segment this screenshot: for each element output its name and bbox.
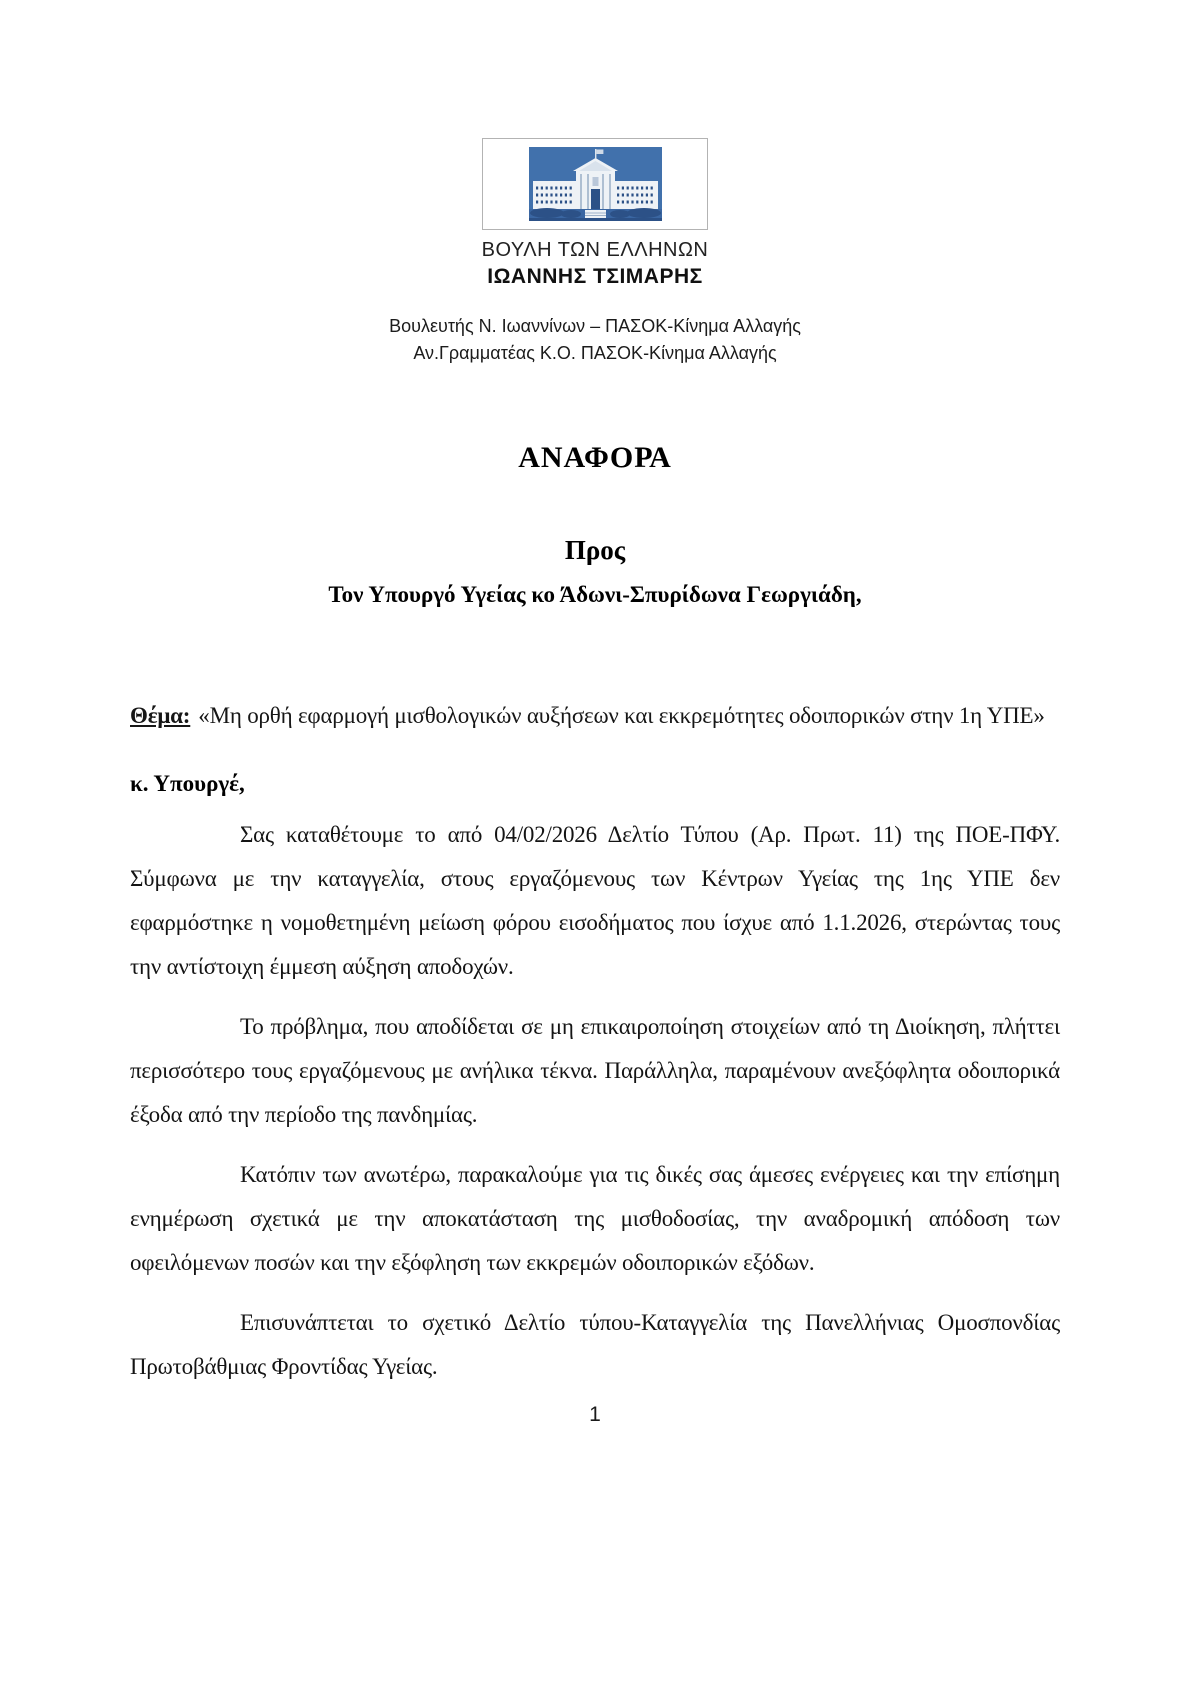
member-name: ΙΩΑΝΝΗΣ ΤΣΙΜΑΡΗΣ — [487, 265, 703, 288]
paragraph-4: Επισυνάπτεται το σχετικό Δελτίο τύπου-Καταγγελία της Πανελλήνιας Ομοσπονδίας Πρωτοβάθμιας Φροντίδας Υγείας. — [130, 1310, 1060, 1379]
paragraph-3: Κατόπιν των ανωτέρω, παρακαλούμε για τις δικές σας άμεσες ενέργειες και την επίσημη ενημέρωση σχετικά με την αποκατάσταση της μισθοδοσίας, την αναδρομική απόδοση των οφειλόμενων ποσών και την εξόφληση των εκκρεμών οδοιπορικών εξόδων. — [130, 1162, 1060, 1275]
recipient-line: Τον Υπουργό Υγείας κο Άδωνι-Σπυρίδωνα Γεωργιάδη, — [328, 582, 862, 607]
page-footer — [0, 1403, 1190, 1427]
member-role-line-1: Βουλευτής Ν. Ιωαννίνων – ΠΑΣΟΚ-Κίνημα Αλλαγής — [389, 316, 801, 336]
page-number: 1 — [589, 1403, 601, 1426]
document-title: ΑΝΑΦΟΡΑ — [518, 441, 672, 474]
letterhead — [0, 138, 1190, 367]
parliament-logo-frame — [482, 138, 708, 230]
subject-text: «Μη ορθή εφαρμογή μισθολογικών αυξήσεων και εκκρεμότητες οδοιπορικών στην 1η ΥΠΕ» — [198, 703, 1045, 728]
paragraph-2: Το πρόβλημα, που αποδίδεται σε μη επικαιροποίηση στοιχείων από τη Διοίκηση, πλήττει περισσότερο τους εργαζόμενους με ανήλικα τέκνα. Παράλληλα, παραμένουν ανεξόφλητα οδοιπορικά έξοδα από την περίοδο της πανδημίας. — [130, 1014, 1060, 1127]
member-role-line-2: Αν.Γραμματέας Κ.Ο. ΠΑΣΟΚ-Κίνημα Αλλαγής — [413, 343, 777, 363]
subject-label: Θέμα: — [130, 703, 191, 728]
paragraph-1: Σας καταθέτουμε το από 04/02/2026 Δελτίο Τύπου (Αρ. Πρωτ. 11) της ΠΟΕ-ΠΦΥ. Σύμφωνα με την καταγγελία, στους εργαζόμενους των Κέντρων Υγείας της 1ης ΥΠΕ δεν εφαρμόστηκε η νομοθετημένη μείωση φόρου εισοδήματος που ίσχυε από 1.1.2026, στερώντας τους την αντίστοιχη έμμεση αύξηση αποδοχών. — [130, 822, 1060, 979]
letter-body — [130, 441, 1060, 1389]
organization-name: ΒΟΥΛΗ ΤΩΝ ΕΛΛΗΝΩΝ — [481, 239, 709, 261]
salutation: κ. Υπουργέ, — [130, 771, 245, 796]
subject-line — [130, 688, 1060, 743]
parliament-building-icon — [529, 147, 662, 221]
to-label: Προς — [564, 535, 626, 565]
